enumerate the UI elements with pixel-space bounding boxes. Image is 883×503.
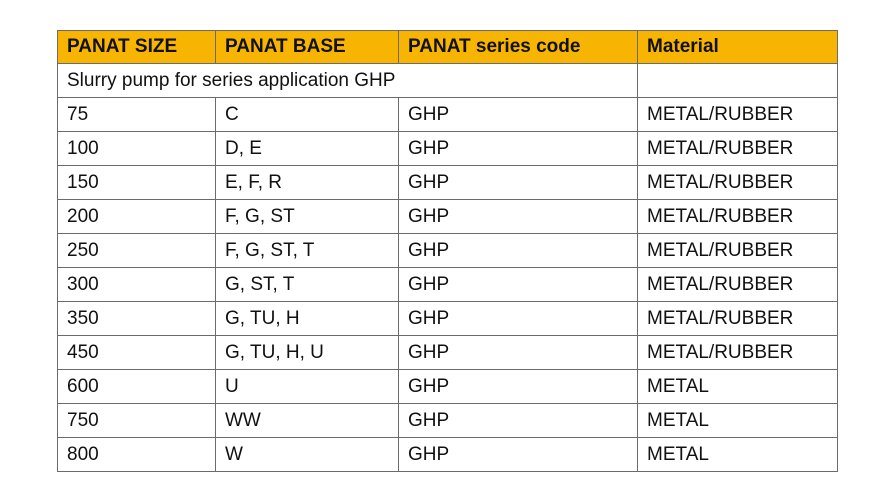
material-cell: METAL/RUBBER: [638, 166, 838, 200]
section-empty-cell: [638, 64, 838, 98]
size-cell: 600: [58, 370, 216, 404]
base-cell: C: [216, 98, 399, 132]
base-cell: G, ST, T: [216, 268, 399, 302]
size-cell: 300: [58, 268, 216, 302]
series-code-cell: GHP: [399, 404, 638, 438]
size-cell: 75: [58, 98, 216, 132]
material-cell: METAL/RUBBER: [638, 234, 838, 268]
series-code-cell: GHP: [399, 302, 638, 336]
base-cell: G, TU, H: [216, 302, 399, 336]
table-row: [58, 268, 838, 302]
series-code-cell: GHP: [399, 268, 638, 302]
series-code-cell: GHP: [399, 98, 638, 132]
size-cell: 100: [58, 132, 216, 166]
table-row: [58, 370, 838, 404]
material-cell: METAL/RUBBER: [638, 268, 838, 302]
material-cell: METAL: [638, 438, 838, 472]
series-code-cell: GHP: [399, 370, 638, 404]
base-cell: F, G, ST: [216, 200, 399, 234]
material-cell: METAL/RUBBER: [638, 336, 838, 370]
section-row: [58, 64, 838, 98]
header-material: Material: [638, 31, 838, 64]
table-row: [58, 302, 838, 336]
series-code-cell: GHP: [399, 438, 638, 472]
base-cell: WW: [216, 404, 399, 438]
material-cell: METAL: [638, 404, 838, 438]
series-code-cell: GHP: [399, 200, 638, 234]
size-cell: 350: [58, 302, 216, 336]
table-row: [58, 132, 838, 166]
header-panat-base: PANAT BASE: [216, 31, 399, 64]
table-row: [58, 234, 838, 268]
base-cell: G, TU, H, U: [216, 336, 399, 370]
base-cell: U: [216, 370, 399, 404]
section-label: Slurry pump for series application GHP: [58, 64, 638, 98]
size-cell: 450: [58, 336, 216, 370]
series-code-cell: GHP: [399, 234, 638, 268]
table-row: [58, 98, 838, 132]
material-cell: METAL/RUBBER: [638, 132, 838, 166]
table-header-row: [58, 31, 838, 64]
size-cell: 250: [58, 234, 216, 268]
table-row: [58, 200, 838, 234]
series-code-cell: GHP: [399, 166, 638, 200]
material-cell: METAL/RUBBER: [638, 302, 838, 336]
table-row: [58, 404, 838, 438]
size-cell: 200: [58, 200, 216, 234]
table-row: [58, 166, 838, 200]
base-cell: D, E: [216, 132, 399, 166]
material-cell: METAL: [638, 370, 838, 404]
pump-series-table: [57, 30, 838, 472]
material-cell: METAL/RUBBER: [638, 98, 838, 132]
material-cell: METAL/RUBBER: [638, 200, 838, 234]
base-cell: F, G, ST, T: [216, 234, 399, 268]
size-cell: 750: [58, 404, 216, 438]
series-code-cell: GHP: [399, 132, 638, 166]
size-cell: 800: [58, 438, 216, 472]
table-row: [58, 438, 838, 472]
series-code-cell: GHP: [399, 336, 638, 370]
header-panat-series-code: PANAT series code: [399, 31, 638, 64]
base-cell: E, F, R: [216, 166, 399, 200]
size-cell: 150: [58, 166, 216, 200]
header-panat-size: PANAT SIZE: [58, 31, 216, 64]
table-row: [58, 336, 838, 370]
base-cell: W: [216, 438, 399, 472]
